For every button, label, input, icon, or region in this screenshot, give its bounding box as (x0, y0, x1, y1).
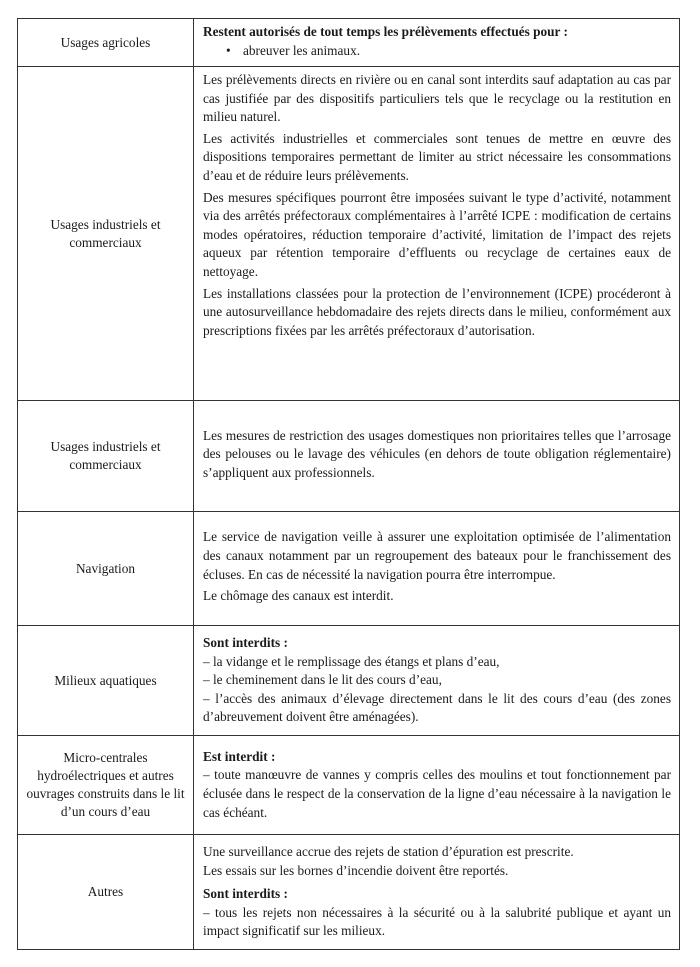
row-content (194, 626, 680, 736)
row-label: Navigation (18, 512, 194, 626)
table-row (18, 401, 680, 512)
row-content (194, 19, 680, 67)
section-heading: Est interdit : (203, 748, 276, 764)
paragraph: Le service de navigation veille à assurer une exploitation optimisée de l’alimentation des canaux notamment par un regroupement des bateaux pour le franchissement des écluses. En cas de nécessité la navigation pourra être interrompue. (203, 529, 671, 582)
paragraph: Les mesures de restriction des usages domestiques non prioritaires telles que l’arrosage des pelouses ou le lavage des véhicules (en dehors de toute obligation réglementaire) s’appliquent aux professionnels. (203, 427, 671, 480)
row-label: Micro-centrales hydroélectriques et autres ouvrages construits dans le lit d’un cours d’eau (18, 736, 194, 835)
dash-item: – le cheminement dans le lit des cours d’eau, (203, 672, 442, 688)
row-content (194, 512, 680, 626)
paragraph: Le chômage des canaux est interdit. (203, 588, 394, 604)
row-label: Milieux aquatiques (18, 626, 194, 736)
paragraph: Des mesures spécifiques pourront être imposées suivant le type d’activité, notamment via des arrêtés préfectoraux complémentaires à l’arrêté ICPE : modification de certains modes opératoires, réduction temporaire d’activité, limitation de l’impact des rejets aqueux par rétention temporaire d’effluents ou recyclage de certaines eaux de nettoyage. (203, 189, 671, 279)
table-row (18, 626, 680, 736)
restrictions-table (17, 18, 680, 950)
list-item: • abreuver les animaux. (243, 42, 671, 61)
dash-item: – tous les rejets non nécessaires à la sécurité ou à la salubrité publique et ayant un impact significatif sur les milieux. (203, 904, 671, 939)
table-row (18, 736, 680, 835)
bullet-list (203, 42, 671, 61)
section-heading: Restent autorisés de tout temps les prélèvements effectués pour : (203, 24, 568, 39)
row-label: Usages industriels et commerciaux (18, 67, 194, 401)
paragraph: Une surveillance accrue des rejets de station d’épuration est prescrite. (203, 844, 574, 860)
row-content (194, 835, 680, 950)
row-content (194, 401, 680, 512)
row-label: Autres (18, 835, 194, 950)
paragraph: Les essais sur les bornes d’incendie doivent être reportés. (203, 862, 509, 878)
dash-item: – l’accès des animaux d’élevage directement dans le lit des cours d’eau (des zones d’abreuvement doivent être aménagées). (203, 690, 671, 725)
table-row (18, 835, 680, 950)
dash-item: – toute manœuvre de vannes y compris celles des moulins et tout fonctionnement par éclusée dans le respect de la conservation de la ligne d’eau nécessaire à la navigation le cas échéant. (203, 767, 671, 820)
section-heading: Sont interdits : (203, 886, 288, 902)
paragraph: Les prélèvements directs en rivière ou en canal sont interdits sauf adaptation au cas par cas justifiée par des dispositifs particuliers tels que le recyclage ou la restitution en milieu naturel. (203, 72, 671, 125)
table-row (18, 19, 680, 67)
section-heading: Sont interdits : (203, 635, 288, 651)
row-label: Usages agricoles (18, 19, 194, 67)
row-content (194, 67, 680, 401)
paragraph: Les activités industrielles et commerciales sont tenues de mettre en œuvre des dispositions temporaires permettant de limiter au strict nécessaire les consommations d’eau et de réduire leurs prélèvements. (203, 130, 671, 183)
paragraph: Les installations classées pour la protection de l’environnement (ICPE) procéderont à une autosurveillance hebdomadaire des rejets directs dans le milieu, conformément aux prescriptions fixées par les arrêtés préfectoraux d’autorisation. (203, 285, 671, 338)
table-row (18, 67, 680, 401)
dash-item: – la vidange et le remplissage des étangs et plans d’eau, (203, 653, 500, 669)
row-label: Usages industriels et commerciaux (18, 401, 194, 512)
row-content (194, 736, 680, 835)
table-row (18, 512, 680, 626)
